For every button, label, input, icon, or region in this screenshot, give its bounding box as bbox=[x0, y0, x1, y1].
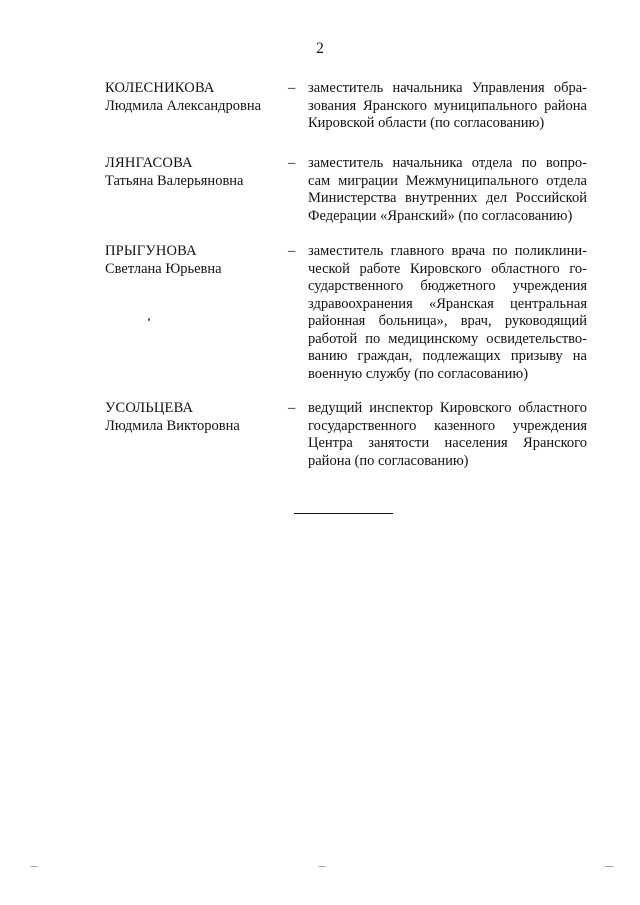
position-line: ведущий инспектор Кировского областного bbox=[308, 400, 587, 416]
scan-speck bbox=[30, 866, 38, 867]
member-given-names: Людмила Викторовна bbox=[105, 417, 240, 434]
member-name bbox=[105, 80, 295, 115]
position-line: Министерства внутренних дел Российской bbox=[308, 190, 587, 206]
dash: – bbox=[288, 155, 296, 171]
member-position bbox=[308, 155, 587, 225]
scan-speck bbox=[148, 318, 150, 321]
member-name bbox=[105, 155, 295, 190]
member-name bbox=[105, 243, 295, 278]
member-given-names: Людмила Александровна bbox=[105, 97, 262, 114]
position-line: ческой работе Кировского областного го- bbox=[308, 260, 587, 277]
closing-rule bbox=[294, 513, 393, 514]
position-line: заместитель начальника Управления обра- bbox=[308, 80, 587, 96]
member-given-names: Светлана Юрьевна bbox=[105, 260, 222, 277]
dash: – bbox=[288, 400, 296, 416]
member-position bbox=[308, 243, 587, 383]
position-line: районная больница», врач, руководящий bbox=[308, 313, 587, 329]
dash: – bbox=[288, 243, 296, 259]
member-surname: УСОЛЬЦЕВА bbox=[105, 400, 194, 416]
member-position bbox=[308, 80, 587, 133]
member-given-names: Татьяна Валерьяновна bbox=[105, 172, 244, 189]
page-number: 2 bbox=[316, 40, 324, 57]
position-line: зования Яранского муниципального района bbox=[308, 97, 587, 114]
member-surname: ПРЫГУНОВА bbox=[105, 243, 197, 259]
position-line: сударственного бюджетного учреждения bbox=[308, 278, 587, 294]
member-surname: ЛЯНГАСОВА bbox=[105, 155, 193, 171]
dash: – bbox=[288, 80, 296, 96]
position-line: заместитель главного врача по поликлини- bbox=[308, 243, 587, 259]
position-line: Кировской области (по согласованию) bbox=[308, 115, 545, 131]
scan-speck bbox=[318, 866, 326, 867]
position-line: военную службу (по согласованию) bbox=[308, 365, 529, 382]
position-line: ванию граждан, подлежащих призыву на bbox=[308, 348, 587, 364]
position-line: района (по согласованию) bbox=[308, 452, 469, 469]
position-line: работой по медицинскому освидетельство- bbox=[308, 330, 587, 347]
position-line: Федерации «Яранский» (по согласованию) bbox=[308, 207, 573, 224]
position-line: Центра занятости населения Яранского bbox=[308, 435, 587, 451]
scan-speck bbox=[604, 866, 614, 867]
position-line: заместитель начальника отдела по вопро- bbox=[308, 155, 587, 171]
position-line: здравоохранения «Яранская центральная bbox=[308, 295, 587, 312]
member-surname: КОЛЕСНИКОВА bbox=[105, 80, 215, 96]
position-line: государственного казенного учреждения bbox=[308, 417, 587, 434]
member-name bbox=[105, 400, 295, 435]
position-line: сам миграции Межмуниципального отдела bbox=[308, 172, 587, 189]
member-position bbox=[308, 400, 587, 470]
